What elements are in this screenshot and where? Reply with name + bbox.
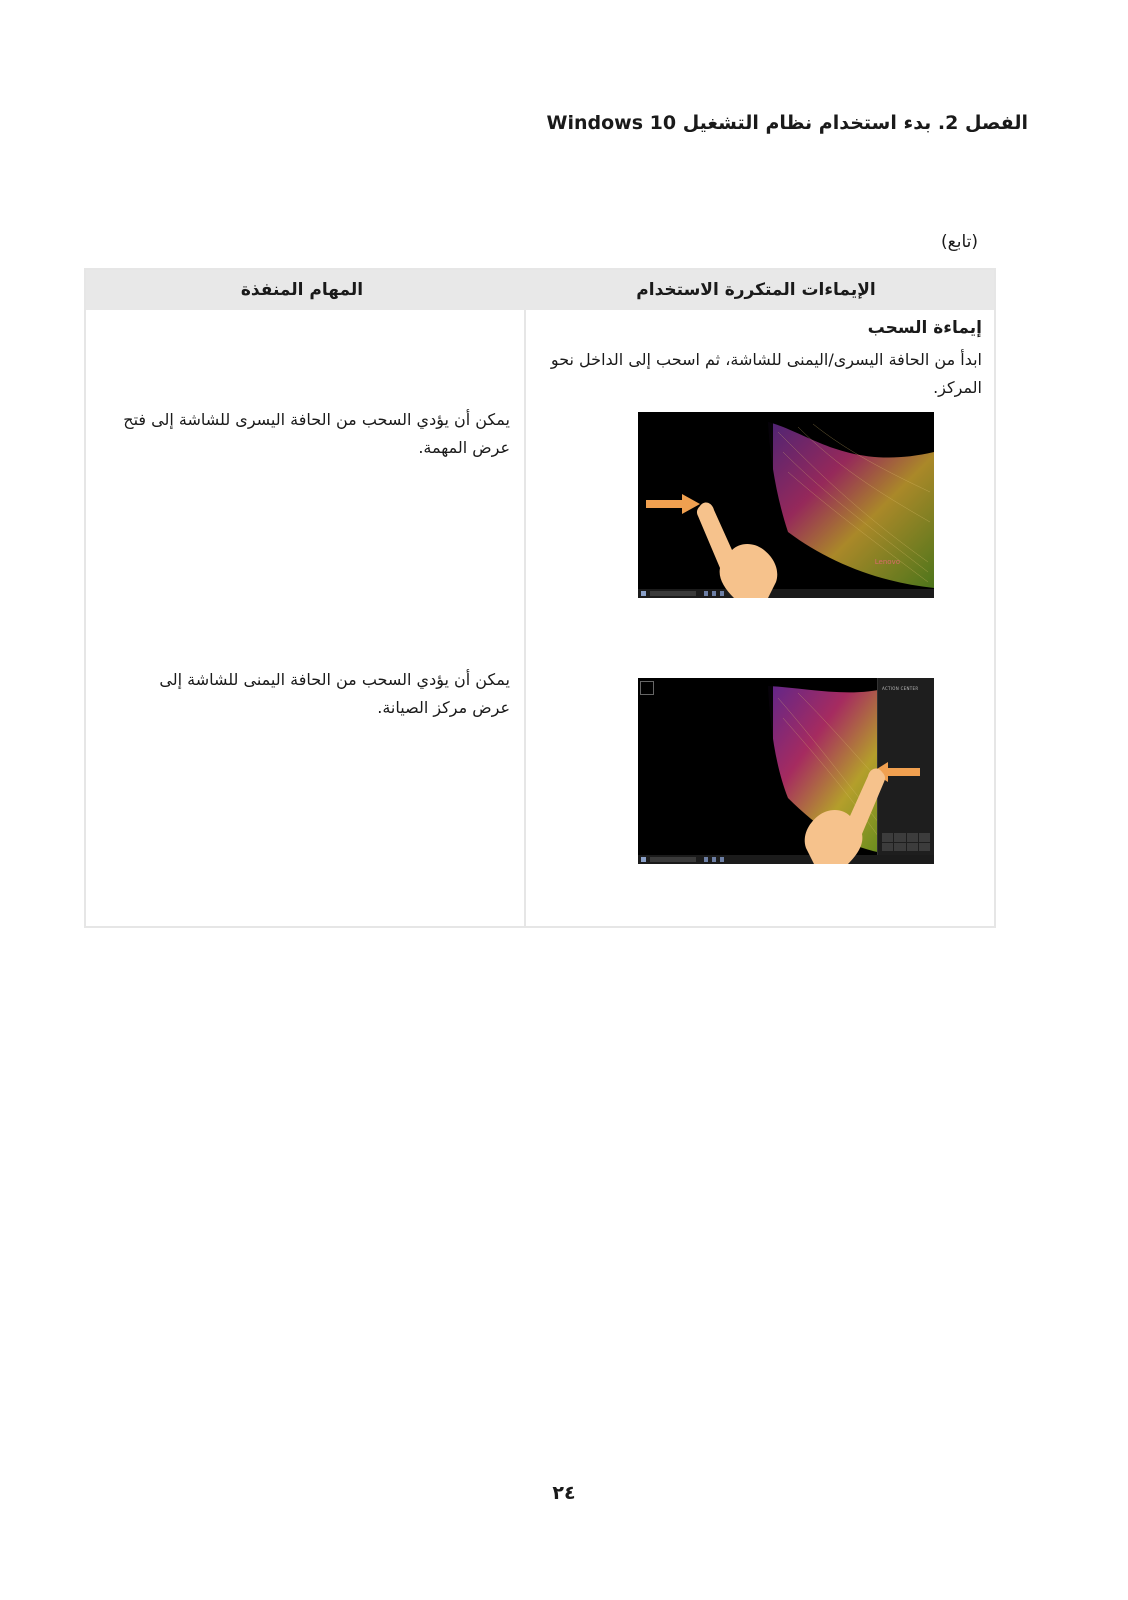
task-description-left-swipe: يمكن أن يؤدي السحب من الحافة اليسرى للشاشة إلى فتح عرض المهمة. xyxy=(123,410,510,457)
lenovo-logo: Lenovo xyxy=(874,558,900,566)
action-center-title: ACTION CENTER xyxy=(882,686,919,691)
page-number: ٢٤ xyxy=(552,1482,576,1504)
right-swipe-illustration xyxy=(638,678,934,864)
chapter-title: الفصل 2. بدء استخدام نظام التشغيل Windows 10 xyxy=(546,112,1028,134)
left-swipe-illustration xyxy=(638,412,934,598)
search-box xyxy=(650,591,696,596)
taskbar-app-icon xyxy=(704,857,708,862)
hand-swipe-icon xyxy=(694,498,804,598)
taskbar-app-icon xyxy=(712,857,716,862)
hand-swipe-icon xyxy=(778,764,888,864)
gesture-column-header: الإيماءات المتكررة الاستخدام xyxy=(636,280,876,300)
continued-label: (تابع) xyxy=(941,232,978,252)
start-icon xyxy=(641,857,646,862)
gesture-description: ابدأ من الحافة اليسرى/اليمنى للشاشة، ثم اسحب إلى الداخل نحو المركز. xyxy=(550,350,982,397)
gesture-title: إيماءة السحب xyxy=(867,318,982,338)
task-description-right-swipe: يمكن أن يؤدي السحب من الحافة اليمنى للشاشة إلى عرض مركز الصيانة. xyxy=(159,670,510,717)
taskbar-app-icon xyxy=(720,857,724,862)
start-icon xyxy=(641,591,646,596)
search-box xyxy=(650,857,696,862)
task-column-header: المهام المنفذة xyxy=(240,280,364,300)
quick-action-tiles xyxy=(882,833,930,851)
gestures-table xyxy=(84,268,996,928)
recycle-bin-icon xyxy=(640,681,654,695)
table-header xyxy=(86,270,994,310)
column-divider xyxy=(524,310,526,926)
